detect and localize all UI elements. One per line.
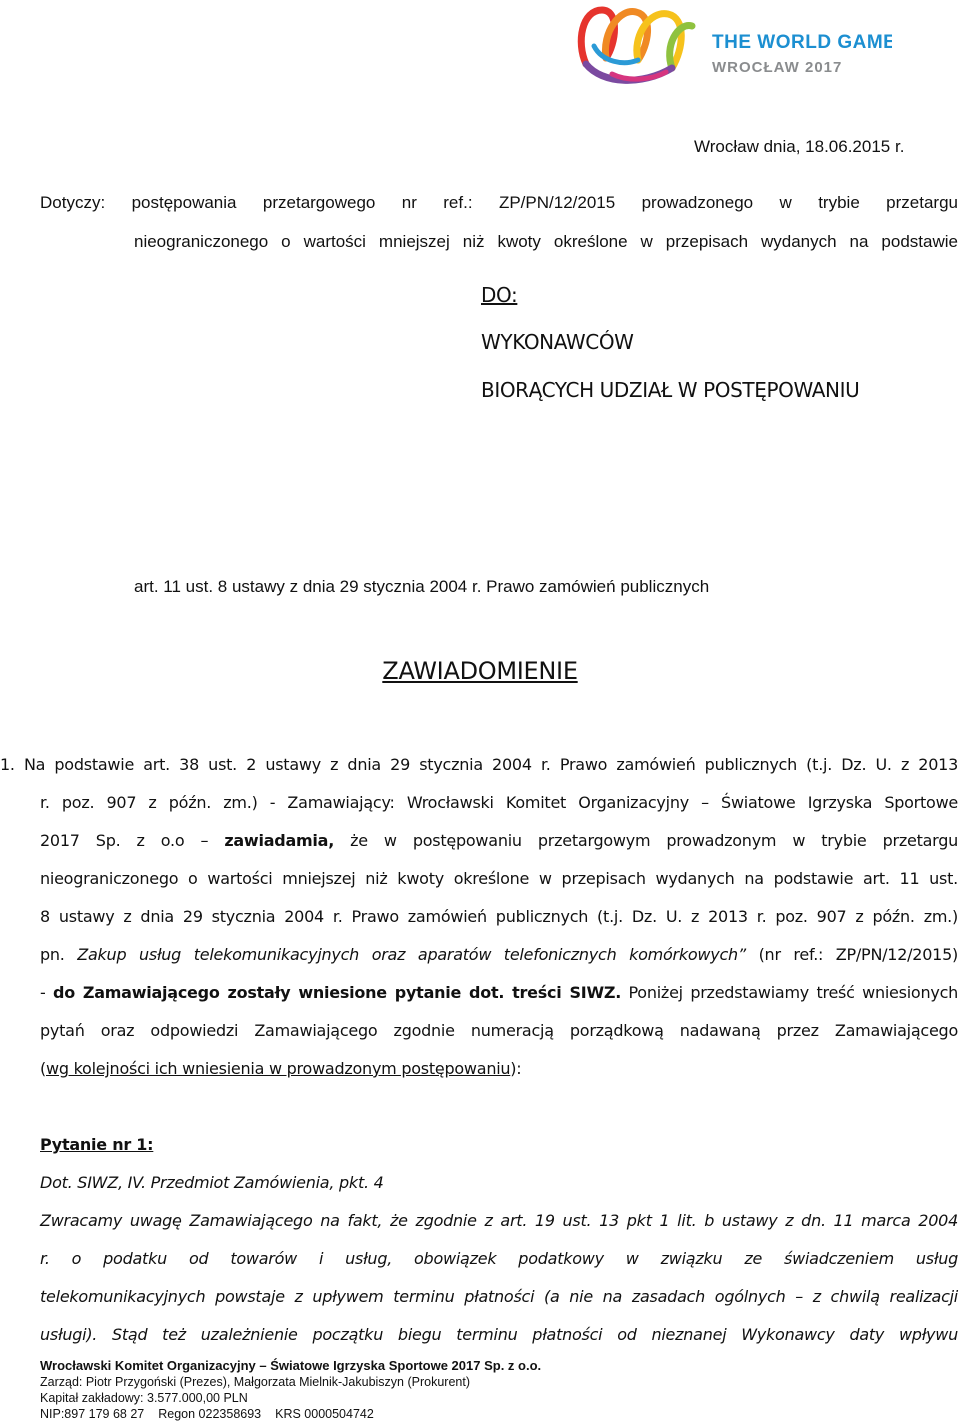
body-line3 (40, 831, 958, 850)
body-line1: 1. Na podstawie art. 38 ust. 2 ustawy z dnia 29 stycznia 2004 r. Prawo zamówień publicznych (t.j. Dz. U. z 2013 (0, 755, 958, 774)
addressee-to: DO: (481, 283, 518, 307)
body-line5: 8 ustawy z dnia 29 stycznia 2004 r. Prawo zamówień publicznych (t.j. Dz. U. z 2013 r. poz. 907 z późn. zm.) (40, 907, 958, 926)
body-line7-c: Poniżej przedstawiamy treść wniesionych (621, 983, 959, 1002)
body-line4: nieograniczonego o wartości mniejszej niż kwoty określone w przepisach wydanych na podstawie art. 11 ust. (40, 869, 958, 888)
body-line3-c: że w postępowaniu przetargowym prowadzonym w trybie przetargu (334, 831, 959, 850)
question-line2: r. o podatku od towarów i usług, obowiązek podatkowy w związku ze świadczeniem usług (40, 1249, 958, 1268)
world-games-logo (572, 2, 892, 88)
question-reference: Dot. SIWZ, IV. Przedmiot Zamówienia, pkt. 4 (40, 1173, 384, 1192)
body-line7 (40, 983, 958, 1002)
footer-board: Zarząd: Piotr Przygoński (Prezes), Małgorzata Mielnik-Jakubiszyn (Prokurent) (40, 1375, 470, 1389)
footer-capital: Kapitał zakładowy: 3.577.000,00 PLN (40, 1391, 248, 1405)
body-line7-a: - (40, 983, 53, 1002)
body-line9-underlined: wg kolejności ich wniesienia w prowadzonym postępowaniu (46, 1059, 511, 1078)
question-line1: Zwracamy uwagę Zamawiającego na fakt, że zgodnie z art. 19 ust. 13 pkt 1 lit. b ustawy z dn. 11 marca 2004 (40, 1211, 958, 1230)
body-line6-c: (nr ref.: ZP/PN/12/2015) (745, 945, 959, 964)
subject-line1: Dotyczy: postępowania przetargowego nr ref.: ZP/PN/12/2015 prowadzonego w trybie przetargu (40, 193, 958, 212)
body-line9-a: ( (40, 1059, 46, 1078)
world-games-emblem-icon (572, 2, 892, 88)
body-line3-bold: zawiadamia, (224, 831, 335, 850)
question-heading: Pytanie nr 1: (40, 1135, 154, 1154)
footer-krs: KRS 0000504742 (275, 1407, 374, 1421)
body-line6-italic: Zakup usług telekomunikacyjnych oraz aparatów telefonicznych komórkowych” (77, 945, 746, 964)
body-line9-c: ): (510, 1059, 522, 1078)
body-line6 (40, 945, 958, 964)
footer-company: Wrocławski Komitet Organizacyjny – Światowe Igrzyska Sportowe 2017 Sp. z o.o. (40, 1358, 542, 1373)
logo-brand-line2: WROCŁAW 2017 (712, 59, 843, 76)
question-line3: telekomunikacyjnych powstaje z upływem terminu płatności (a nie na zasadach ogólnych – z chwilą realizacji (40, 1287, 958, 1306)
addressee-line2: BIORĄCYCH UDZIAŁ W POSTĘPOWANIU (481, 378, 860, 402)
footer-regon: Regon 022358693 (158, 1407, 262, 1421)
question-line4: usługi). Stąd też uzależnienie początku biegu terminu płatności od nieznanej Wykonawcy daty wpływu (40, 1325, 958, 1344)
body-line2: r. poz. 907 z późn. zm.) - Zamawiający: Wrocławski Komitet Organizacyjny – Światowe Igrzyska Sportowe (40, 793, 958, 812)
date-line: Wrocław dnia, 18.06.2015 r. (694, 137, 905, 156)
body-line3-a: 2017 Sp. z o.o – (40, 831, 225, 850)
body-line9 (40, 1059, 521, 1078)
footer-nip: NIP:897 179 68 27 (40, 1407, 145, 1421)
footer-ids (40, 1406, 541, 1422)
body-line6-a: pn. (40, 945, 78, 964)
subject-line3: art. 11 ust. 8 ustawy z dnia 29 stycznia 2004 r. Prawo zamówień publicznych (134, 577, 710, 596)
logo-brand-line1: THE WORLD GAMES (712, 32, 892, 53)
body-line7-bold: do Zamawiającego zostały wniesione pytanie dot. treści SIWZ. (52, 983, 622, 1002)
page-footer (40, 1358, 541, 1422)
subject-line2: nieograniczonego o wartości mniejszej niż kwoty określone w przepisach wydanych na podstawie (134, 232, 958, 251)
document-title: ZAWIADOMIENIE (382, 657, 578, 685)
addressee-line1: WYKONAWCÓW (481, 330, 634, 354)
body-line8: pytań oraz odpowiedzi Zamawiającego zgodnie numeracją porządkową nadawaną przez Zamawiającego (40, 1021, 958, 1040)
